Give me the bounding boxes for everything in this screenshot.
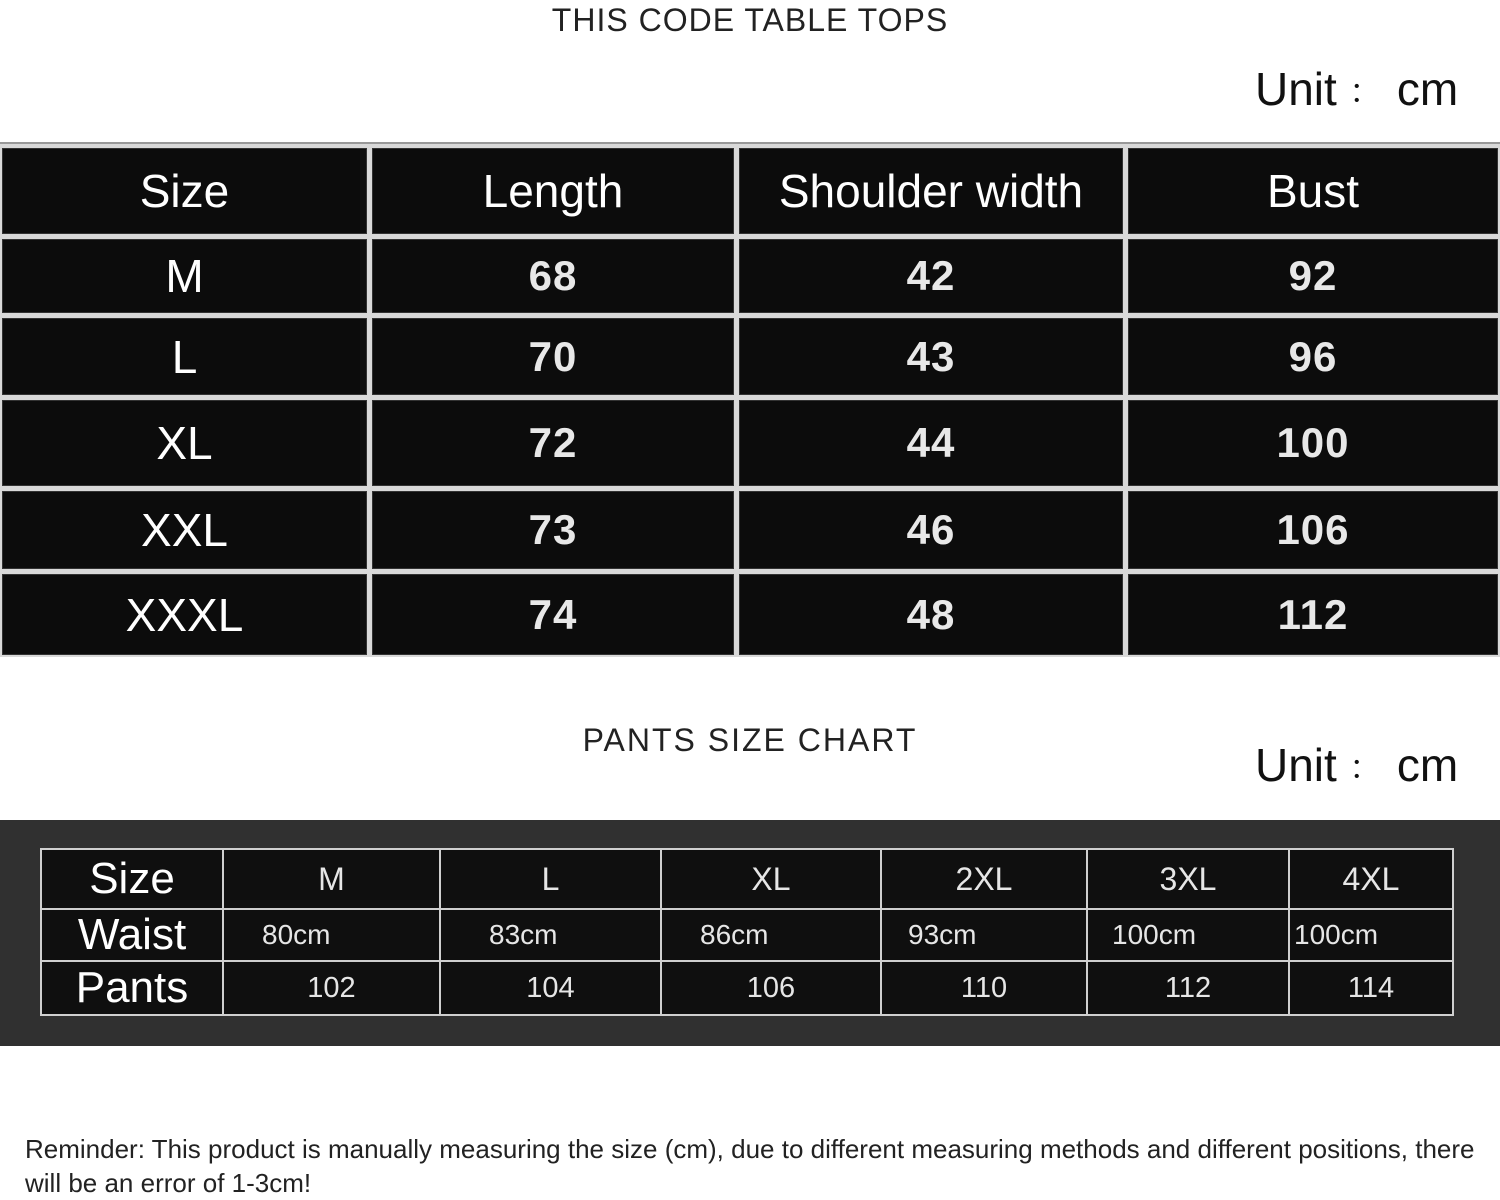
pants-size-table-band: [0, 820, 1500, 1046]
tops-shoulder-cell: 48: [739, 574, 1123, 655]
measurement-reminder-note: Reminder: This product is manually measuring the size (cm), due to different measuring methods and different positions, there will be an error of 1-3cm!: [25, 1134, 1475, 1198]
tops-size-cell: L: [2, 318, 367, 395]
tops-shoulder-cell: 43: [739, 318, 1123, 395]
pants-size-cell: 2XL: [882, 850, 1086, 908]
tops-header-bust: Bust: [1128, 148, 1498, 234]
tops-size-cell: XXXL: [2, 574, 367, 655]
pants-unit-label: Unit ： cm: [1255, 739, 1459, 791]
tops-bust-cell: 100: [1128, 400, 1498, 486]
tops-size-table: [0, 142, 1500, 657]
pants-size-table: [40, 848, 1454, 1016]
pants-size-cell: L: [441, 850, 660, 908]
tops-length-cell: 74: [372, 574, 734, 655]
pants-row-header-pants: Pants: [42, 962, 222, 1014]
tops-size-cell: XXL: [2, 491, 367, 569]
pants-waist-cell: 80cm: [224, 910, 439, 960]
pants-size-cell: 3XL: [1088, 850, 1288, 908]
tops-size-cell: M: [2, 239, 367, 313]
pants-row-header-size: Size: [42, 850, 222, 908]
tops-table-title: THIS CODE TABLE TOPS: [551, 2, 949, 38]
pants-waist-cell: 93cm: [882, 910, 1086, 960]
pants-size-cell: 4XL: [1290, 850, 1452, 908]
tops-header-shoulder-width: Shoulder width: [739, 148, 1123, 234]
tops-bust-cell: 112: [1128, 574, 1498, 655]
pants-row-header-waist: Waist: [42, 910, 222, 960]
tops-header-size: Size: [2, 148, 367, 234]
tops-length-cell: 68: [372, 239, 734, 313]
tops-shoulder-cell: 42: [739, 239, 1123, 313]
pants-waist-cell: 86cm: [662, 910, 880, 960]
pants-waist-cell: 100cm: [1088, 910, 1288, 960]
pants-size-cell: M: [224, 850, 439, 908]
tops-unit-label: Unit ： cm: [1255, 63, 1459, 115]
pants-length-cell: 112: [1088, 962, 1288, 1014]
pants-waist-cell: 83cm: [441, 910, 660, 960]
tops-header-length: Length: [372, 148, 734, 234]
tops-bust-cell: 92: [1128, 239, 1498, 313]
pants-length-cell: 104: [441, 962, 660, 1014]
tops-bust-cell: 96: [1128, 318, 1498, 395]
tops-length-cell: 72: [372, 400, 734, 486]
pants-size-cell: XL: [662, 850, 880, 908]
pants-length-cell: 106: [662, 962, 880, 1014]
tops-bust-cell: 106: [1128, 491, 1498, 569]
tops-size-cell: XL: [2, 400, 367, 486]
pants-length-cell: 114: [1290, 962, 1452, 1014]
pants-table-title: PANTS SIZE CHART: [582, 722, 918, 758]
tops-shoulder-cell: 44: [739, 400, 1123, 486]
pants-length-cell: 102: [224, 962, 439, 1014]
tops-length-cell: 70: [372, 318, 734, 395]
pants-length-cell: 110: [882, 962, 1086, 1014]
pants-waist-cell: 100cm: [1290, 910, 1452, 960]
tops-shoulder-cell: 46: [739, 491, 1123, 569]
tops-length-cell: 73: [372, 491, 734, 569]
